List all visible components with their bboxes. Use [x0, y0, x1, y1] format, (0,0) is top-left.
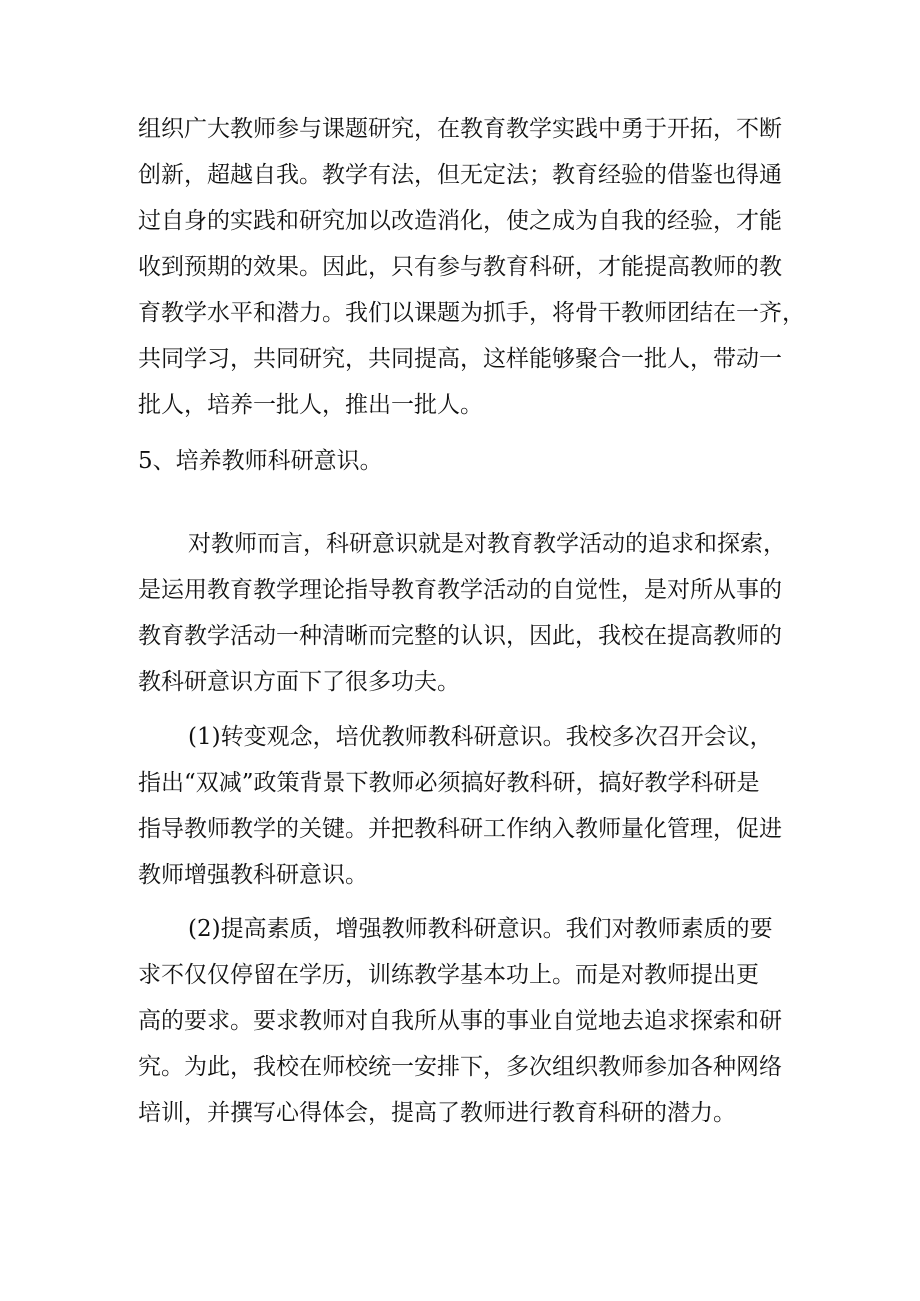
paragraph-line: 教育教学活动一种清晰而完整的认识，因此，我校在提高教师的 — [138, 623, 782, 649]
paragraph-line: 收到预期的效果。因此，只有参与教育科研，才能提高教师的教 — [138, 254, 782, 280]
paragraph-line: 共同学习，共同研究，共同提高，这样能够聚合一批人，带动一 — [138, 346, 782, 372]
paragraph-line: 批人，培养一批人，推出一批人。 — [138, 392, 483, 418]
paragraph-line: 究。为此，我校在师校统一安排下，多次组织教师参加各种网络 — [138, 1054, 782, 1080]
paragraph-line: 指出“双减”政策背景下教师必须搞好教科研，搞好教学科研是 — [138, 770, 760, 796]
paragraph-line: 培训，并撰写心得体会，提高了教师进行教育科研的潜力。 — [138, 1100, 736, 1126]
paragraph-line: 指导教师教学的关键。并把教科研工作纳入教师量化管理，促进 — [138, 816, 782, 842]
paragraph-line: 是运用教育教学理论指导教育教学活动的自觉性，是对所从事的 — [138, 577, 782, 603]
section-heading: 5、培养教师科研意识。 — [138, 448, 383, 474]
paragraph-line: 教师增强教科研意识。 — [138, 862, 368, 888]
paragraph-line: 创新，超越自我。教学有法，但无定法；教育经验的借鉴也得通 — [138, 162, 782, 188]
paragraph-line: (1)转变观念，培优教师教科研意识。我校多次召开会议， — [188, 724, 773, 750]
paragraph-line: 育教学水平和潜力。我们以课题为抓手，将骨干教师团结在一齐， — [138, 300, 805, 326]
paragraph-line: 对教师而言，科研意识就是对教育教学活动的追求和探索， — [188, 531, 786, 557]
paragraph-line: 教科研意识方面下了很多功夫。 — [138, 669, 460, 695]
paragraph-line: 求不仅仅停留在学历，训练教学基本功上。而是对教师提出更 — [138, 962, 759, 988]
paragraph-line: 组织广大教师参与课题研究，在教育教学实践中勇于开拓，不断 — [138, 116, 782, 142]
paragraph-line: 过自身的实践和研究加以改造消化，使之成为自我的经验，才能 — [138, 208, 782, 234]
paragraph-line: 高的要求。要求教师对自我所从事的事业自觉地去追求探索和研 — [138, 1008, 782, 1034]
paragraph-line: (2)提高素质，增强教师教科研意识。我们对教师素质的要 — [188, 916, 773, 942]
